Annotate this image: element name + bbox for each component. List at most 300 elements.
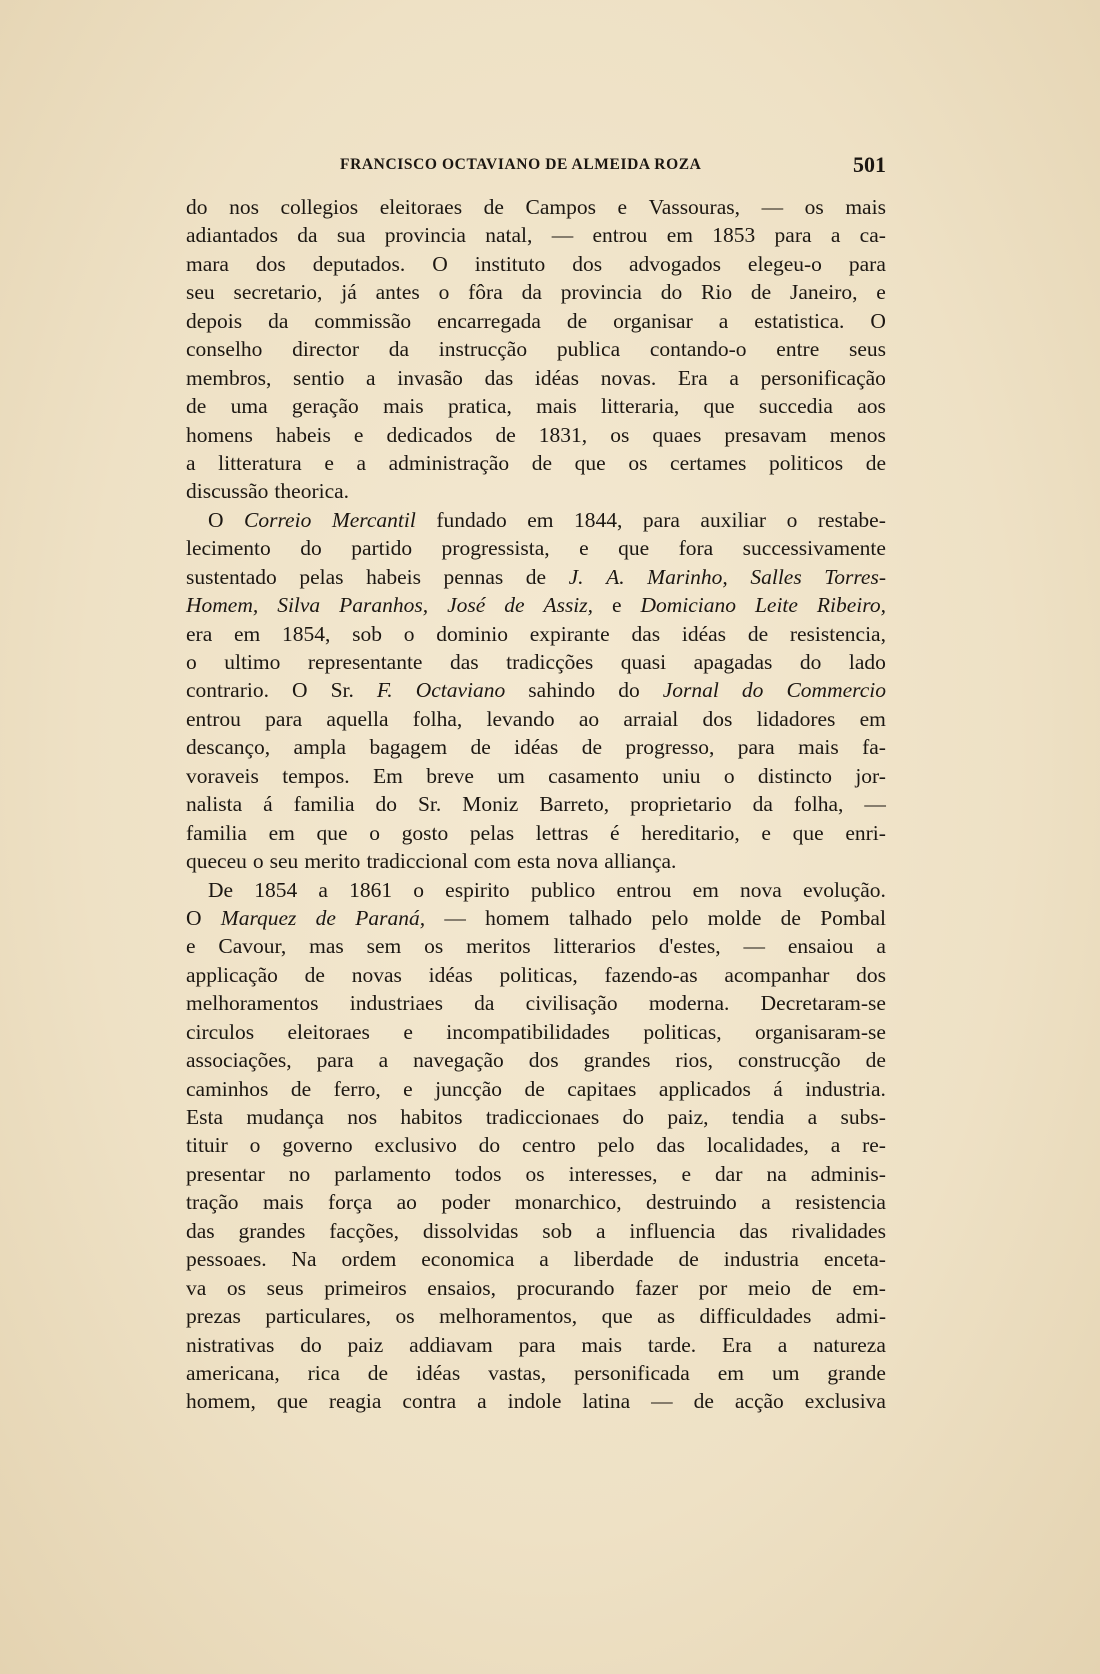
text-line — [186, 932, 886, 960]
word: organisar — [613, 308, 693, 333]
word: politicos — [769, 450, 844, 475]
word: merito — [304, 849, 361, 874]
word: applicação — [186, 962, 278, 987]
word: presavam — [724, 422, 807, 447]
page-number: 501 — [853, 152, 886, 177]
word: na — [766, 1161, 787, 1186]
word: Janeiro, — [790, 280, 858, 305]
word: tempos. — [282, 763, 350, 788]
word: liberdade — [573, 1247, 654, 1272]
word: que — [792, 820, 824, 845]
word: Correio — [244, 507, 312, 532]
word: a — [366, 365, 376, 390]
word: a — [539, 1247, 549, 1272]
word: paiz — [347, 1332, 384, 1357]
word: em — [859, 706, 886, 731]
text-line — [186, 221, 886, 249]
word: nos — [347, 1105, 378, 1129]
word: a — [761, 1190, 771, 1215]
word: idéas — [681, 621, 727, 646]
word: administração — [388, 450, 510, 475]
word: fôra — [468, 280, 503, 305]
word: partido — [351, 536, 413, 561]
word: rivalidades — [791, 1218, 886, 1243]
text-line — [186, 762, 886, 790]
word: o — [369, 820, 380, 845]
word: moderna. — [648, 991, 730, 1016]
word: subs- — [840, 1105, 886, 1129]
word: do — [622, 1105, 645, 1129]
text-line — [186, 1274, 886, 1302]
word: e — [186, 934, 196, 959]
text-line — [186, 847, 886, 875]
word: mais — [536, 394, 577, 419]
word: sahindo — [528, 678, 596, 703]
text-line — [186, 1131, 886, 1159]
word: enri- — [845, 820, 886, 845]
word: dedicados — [386, 422, 473, 447]
text-line — [186, 506, 886, 534]
word: lidadores — [756, 706, 836, 731]
word: capitaes — [567, 1076, 637, 1101]
word: rios, — [675, 1048, 714, 1073]
word: F. — [376, 678, 393, 703]
word: de — [581, 735, 602, 760]
text-line — [186, 1103, 886, 1131]
word: os — [226, 1275, 247, 1300]
word: da — [388, 337, 410, 362]
word: sem — [366, 934, 402, 959]
word: sua — [336, 223, 366, 248]
word: ao — [396, 1190, 417, 1215]
word: que — [618, 536, 650, 561]
word: ensaiou — [787, 934, 854, 959]
word: os — [525, 1161, 545, 1186]
word: tituir — [186, 1133, 228, 1158]
word: contando-o — [649, 337, 747, 362]
word: novas. — [600, 365, 657, 390]
word: — — [551, 223, 574, 248]
word: o — [403, 621, 415, 646]
word: Octaviano — [415, 678, 506, 703]
word: de — [865, 450, 886, 475]
text-line — [186, 449, 886, 477]
word: rica — [307, 1360, 340, 1385]
word: familia — [186, 820, 247, 845]
word: para — [737, 735, 775, 760]
word: Pombal — [820, 905, 886, 930]
word: a — [718, 308, 729, 333]
word: O — [186, 905, 202, 930]
word: Vassouras, — [648, 195, 741, 219]
word: lado — [848, 650, 886, 674]
word: successivamente — [742, 536, 886, 561]
word: 1831, — [538, 422, 588, 447]
word: ordem — [341, 1247, 397, 1272]
text-line — [186, 193, 886, 221]
word: Jornal — [662, 678, 719, 703]
word: contrario. — [186, 678, 269, 703]
word: Esta — [186, 1105, 224, 1129]
body-text — [186, 193, 886, 1416]
word: particulares, — [265, 1304, 372, 1329]
word: paiz, — [667, 1105, 709, 1129]
word: á — [773, 1076, 783, 1101]
word: o — [252, 849, 264, 874]
word: em — [692, 877, 719, 902]
word: de — [186, 394, 207, 419]
word: seu — [269, 849, 299, 874]
word: seu — [186, 280, 215, 305]
word: discussão — [186, 479, 269, 504]
word: geração — [291, 394, 359, 419]
word: Domiciano — [640, 593, 736, 618]
word: circulos — [186, 1019, 255, 1044]
word: Na — [291, 1247, 317, 1272]
word: do — [799, 650, 822, 674]
word: de — [470, 735, 491, 760]
word: 1861 — [349, 877, 393, 902]
word: primeiros — [324, 1275, 407, 1300]
text-line — [186, 989, 886, 1017]
word: Rio — [701, 280, 733, 305]
text-line — [186, 620, 886, 648]
word: Mercantil — [331, 507, 416, 532]
word: Homem, — [186, 593, 259, 618]
text-line — [186, 705, 886, 733]
word: natal, — [485, 223, 533, 248]
word: centro — [521, 1133, 576, 1158]
word: governo — [282, 1133, 353, 1158]
word: industriaes — [349, 991, 443, 1016]
word: mais — [383, 394, 424, 419]
word: encarregada — [437, 308, 541, 333]
word: tarde. — [647, 1332, 697, 1357]
word: aquella — [326, 706, 389, 731]
word: re- — [862, 1133, 886, 1158]
word: nos — [229, 195, 259, 219]
word: da — [521, 280, 542, 305]
word: dissolvidas — [422, 1218, 519, 1243]
word: depois — [186, 308, 243, 333]
word: eleitoraes — [379, 195, 463, 219]
word: resistencia, — [789, 621, 886, 646]
word: apagadas — [693, 650, 773, 674]
word: mara — [186, 251, 229, 276]
word: de — [780, 905, 801, 930]
text-line — [186, 477, 886, 505]
word: fazer — [635, 1275, 679, 1300]
text-line — [186, 648, 886, 676]
word: os — [628, 450, 648, 475]
word: e — [617, 195, 628, 219]
word: d'estes, — [658, 934, 721, 959]
word: queceu — [186, 849, 247, 874]
word: das — [739, 1218, 768, 1243]
word: dos — [856, 962, 886, 987]
word: dominio — [436, 621, 508, 646]
word: theorica. — [274, 479, 350, 504]
word: a — [807, 1105, 818, 1129]
word: O — [292, 678, 308, 703]
word: do — [478, 1133, 501, 1158]
word: fazendo-as — [604, 962, 698, 987]
word: ultimo — [224, 650, 281, 674]
text-line — [186, 591, 886, 619]
word: para — [642, 507, 680, 532]
word: bagagem — [369, 735, 448, 760]
word: acompanhar — [724, 962, 830, 987]
word: para — [316, 1048, 354, 1073]
word: do — [186, 195, 208, 219]
word: industria — [723, 1247, 799, 1272]
word: um — [497, 763, 525, 788]
word: membros, — [186, 365, 272, 390]
word: a — [318, 877, 328, 902]
word: alliança. — [604, 849, 677, 874]
word: facções, — [329, 1218, 400, 1243]
word: instituto — [474, 251, 546, 276]
word: deputados. — [312, 251, 406, 276]
word: ao — [578, 706, 600, 731]
word: o — [723, 763, 735, 788]
word: fa- — [862, 735, 886, 760]
text-line — [186, 1359, 886, 1387]
word: — — [444, 905, 466, 930]
word: antes — [375, 280, 420, 305]
word: as — [657, 1304, 676, 1329]
word: de — [304, 962, 325, 987]
word: e — [324, 450, 334, 475]
word: casamento — [548, 763, 639, 788]
word: politicas, — [643, 1019, 722, 1044]
page-header — [186, 152, 886, 182]
word: monarchico, — [514, 1190, 622, 1215]
word: sentio — [293, 365, 345, 390]
word: e — [353, 422, 364, 447]
word: em — [268, 820, 295, 845]
text-line — [186, 1331, 886, 1359]
word: O — [870, 308, 886, 333]
text-line — [186, 1160, 886, 1188]
word: ampla — [293, 735, 347, 760]
word: — — [651, 1389, 673, 1414]
word: do — [660, 280, 683, 305]
word: De — [208, 877, 234, 902]
word: molde — [707, 905, 762, 930]
word: admi- — [835, 1304, 886, 1329]
word: exclusiva — [804, 1389, 886, 1414]
word: economica — [421, 1247, 515, 1272]
word: ca- — [859, 223, 886, 248]
word: todos — [454, 1161, 502, 1186]
word: José — [447, 593, 486, 618]
word: homens — [186, 422, 253, 447]
word: ferro, — [333, 1076, 381, 1101]
word: de — [531, 450, 553, 475]
word: dos — [255, 251, 286, 276]
word: esta — [516, 849, 551, 874]
word: Leite — [754, 593, 798, 618]
word: influencia — [629, 1218, 716, 1243]
word: Marinho, — [647, 564, 728, 589]
word: adiantados — [186, 223, 278, 248]
word: mais — [845, 195, 886, 219]
word: em — [527, 507, 554, 532]
word: fundado — [436, 507, 507, 532]
word: de — [315, 905, 336, 930]
word: grandes — [238, 1218, 306, 1243]
word: 1854, — [282, 621, 331, 646]
text-line — [186, 1387, 886, 1415]
word: habeis — [366, 564, 421, 589]
word: em — [234, 621, 261, 646]
text-line — [186, 364, 886, 392]
word: presentar — [186, 1161, 265, 1186]
word: de — [747, 621, 769, 646]
word: difficuldades — [699, 1304, 812, 1329]
word: a — [356, 450, 366, 475]
word: localidades, — [706, 1133, 809, 1158]
word: arraial — [623, 706, 679, 731]
word: de — [290, 1076, 312, 1101]
word: o — [786, 507, 798, 532]
word: distincto — [757, 763, 832, 788]
word: invasão — [397, 365, 463, 390]
word: os — [610, 422, 630, 447]
text-line — [186, 250, 886, 278]
word: lettras — [535, 820, 589, 845]
word: fora — [678, 536, 714, 561]
word: que — [703, 394, 735, 419]
word: das — [631, 621, 661, 646]
word: destruindo — [646, 1190, 737, 1215]
word: do — [300, 1332, 322, 1357]
word: uma — [230, 394, 268, 419]
word: litteratura — [218, 450, 302, 475]
word: representante — [307, 650, 423, 674]
word: advogados — [629, 251, 721, 276]
word: entrou — [186, 706, 241, 731]
word: das — [186, 1218, 215, 1243]
word: reagia — [328, 1389, 382, 1414]
word: sob — [542, 1218, 573, 1243]
word: juncção — [435, 1076, 503, 1101]
word: progressista, — [441, 536, 550, 561]
word: pessoaes. — [186, 1247, 267, 1272]
word: a — [876, 934, 886, 959]
word: lecimento — [186, 536, 271, 561]
word: habitos — [400, 1105, 463, 1129]
word: A. — [606, 564, 625, 589]
word: em — [666, 223, 693, 248]
word: á — [263, 792, 273, 817]
word: eleitoraes — [287, 1019, 370, 1044]
word: aos — [857, 394, 886, 419]
word: de — [525, 564, 547, 589]
word: de — [750, 280, 772, 305]
word: mais — [581, 1332, 623, 1357]
word: para — [265, 706, 303, 731]
word: o — [249, 1133, 261, 1158]
word: americana, — [186, 1360, 280, 1385]
word: tradiccionaes — [485, 1105, 600, 1129]
word: 1854 — [254, 877, 298, 902]
word: applicados — [658, 1076, 751, 1101]
word: idéas — [428, 962, 473, 987]
word: organisaram-se — [755, 1019, 886, 1044]
word: estatistica. — [754, 308, 845, 333]
word: auxiliar — [700, 507, 767, 532]
word: Salles — [750, 564, 802, 589]
word: que — [574, 450, 606, 475]
text-line — [186, 421, 886, 449]
word: por — [698, 1275, 728, 1300]
word: que — [316, 820, 348, 845]
word: — — [743, 934, 765, 959]
word: grandes — [583, 1048, 651, 1073]
word: Campos — [525, 195, 596, 219]
word: e — [761, 820, 771, 845]
text-line — [186, 1075, 886, 1103]
text-line — [186, 733, 886, 761]
word: o — [186, 650, 197, 674]
word: da — [752, 792, 773, 817]
word: prezas — [186, 1304, 241, 1329]
word: com — [473, 849, 511, 874]
word: addiavam — [409, 1332, 493, 1357]
word: Em — [373, 763, 403, 788]
word: idéas — [534, 365, 580, 390]
word: jor- — [855, 763, 886, 788]
word: O — [208, 507, 224, 532]
word: nova — [740, 877, 782, 902]
word: O — [432, 251, 448, 276]
word: gosto — [401, 820, 449, 845]
word: nova — [556, 849, 599, 874]
text-line — [186, 1046, 886, 1074]
word: Commercio — [786, 678, 886, 703]
word: que — [601, 1304, 633, 1329]
word: e — [876, 280, 886, 305]
word: tradiccional — [366, 849, 468, 874]
word: navegação — [413, 1048, 504, 1073]
word: dos — [572, 251, 603, 276]
word: era — [186, 621, 213, 646]
word: e — [579, 536, 589, 561]
text-line — [186, 1018, 886, 1046]
word: a — [729, 365, 739, 390]
word: dos — [528, 1048, 559, 1073]
text-line — [186, 307, 886, 335]
word: Sr. — [417, 792, 442, 817]
word: — — [864, 792, 886, 817]
word: os — [395, 1304, 415, 1329]
word: a — [186, 450, 196, 475]
word: um — [771, 1360, 800, 1385]
word: do — [375, 792, 397, 817]
word: conselho — [186, 337, 263, 362]
word: a — [378, 1048, 389, 1073]
word: pelo — [597, 1133, 635, 1158]
word: certames — [670, 450, 747, 475]
word: entrou — [616, 877, 672, 902]
word: 1844, — [574, 507, 623, 532]
running-title: FRANCISCO OCTAVIANO DE ALMEIDA ROZA — [340, 156, 702, 173]
word: homem, — [186, 1389, 256, 1414]
word: mas — [309, 934, 344, 959]
word: collegios — [280, 195, 359, 219]
